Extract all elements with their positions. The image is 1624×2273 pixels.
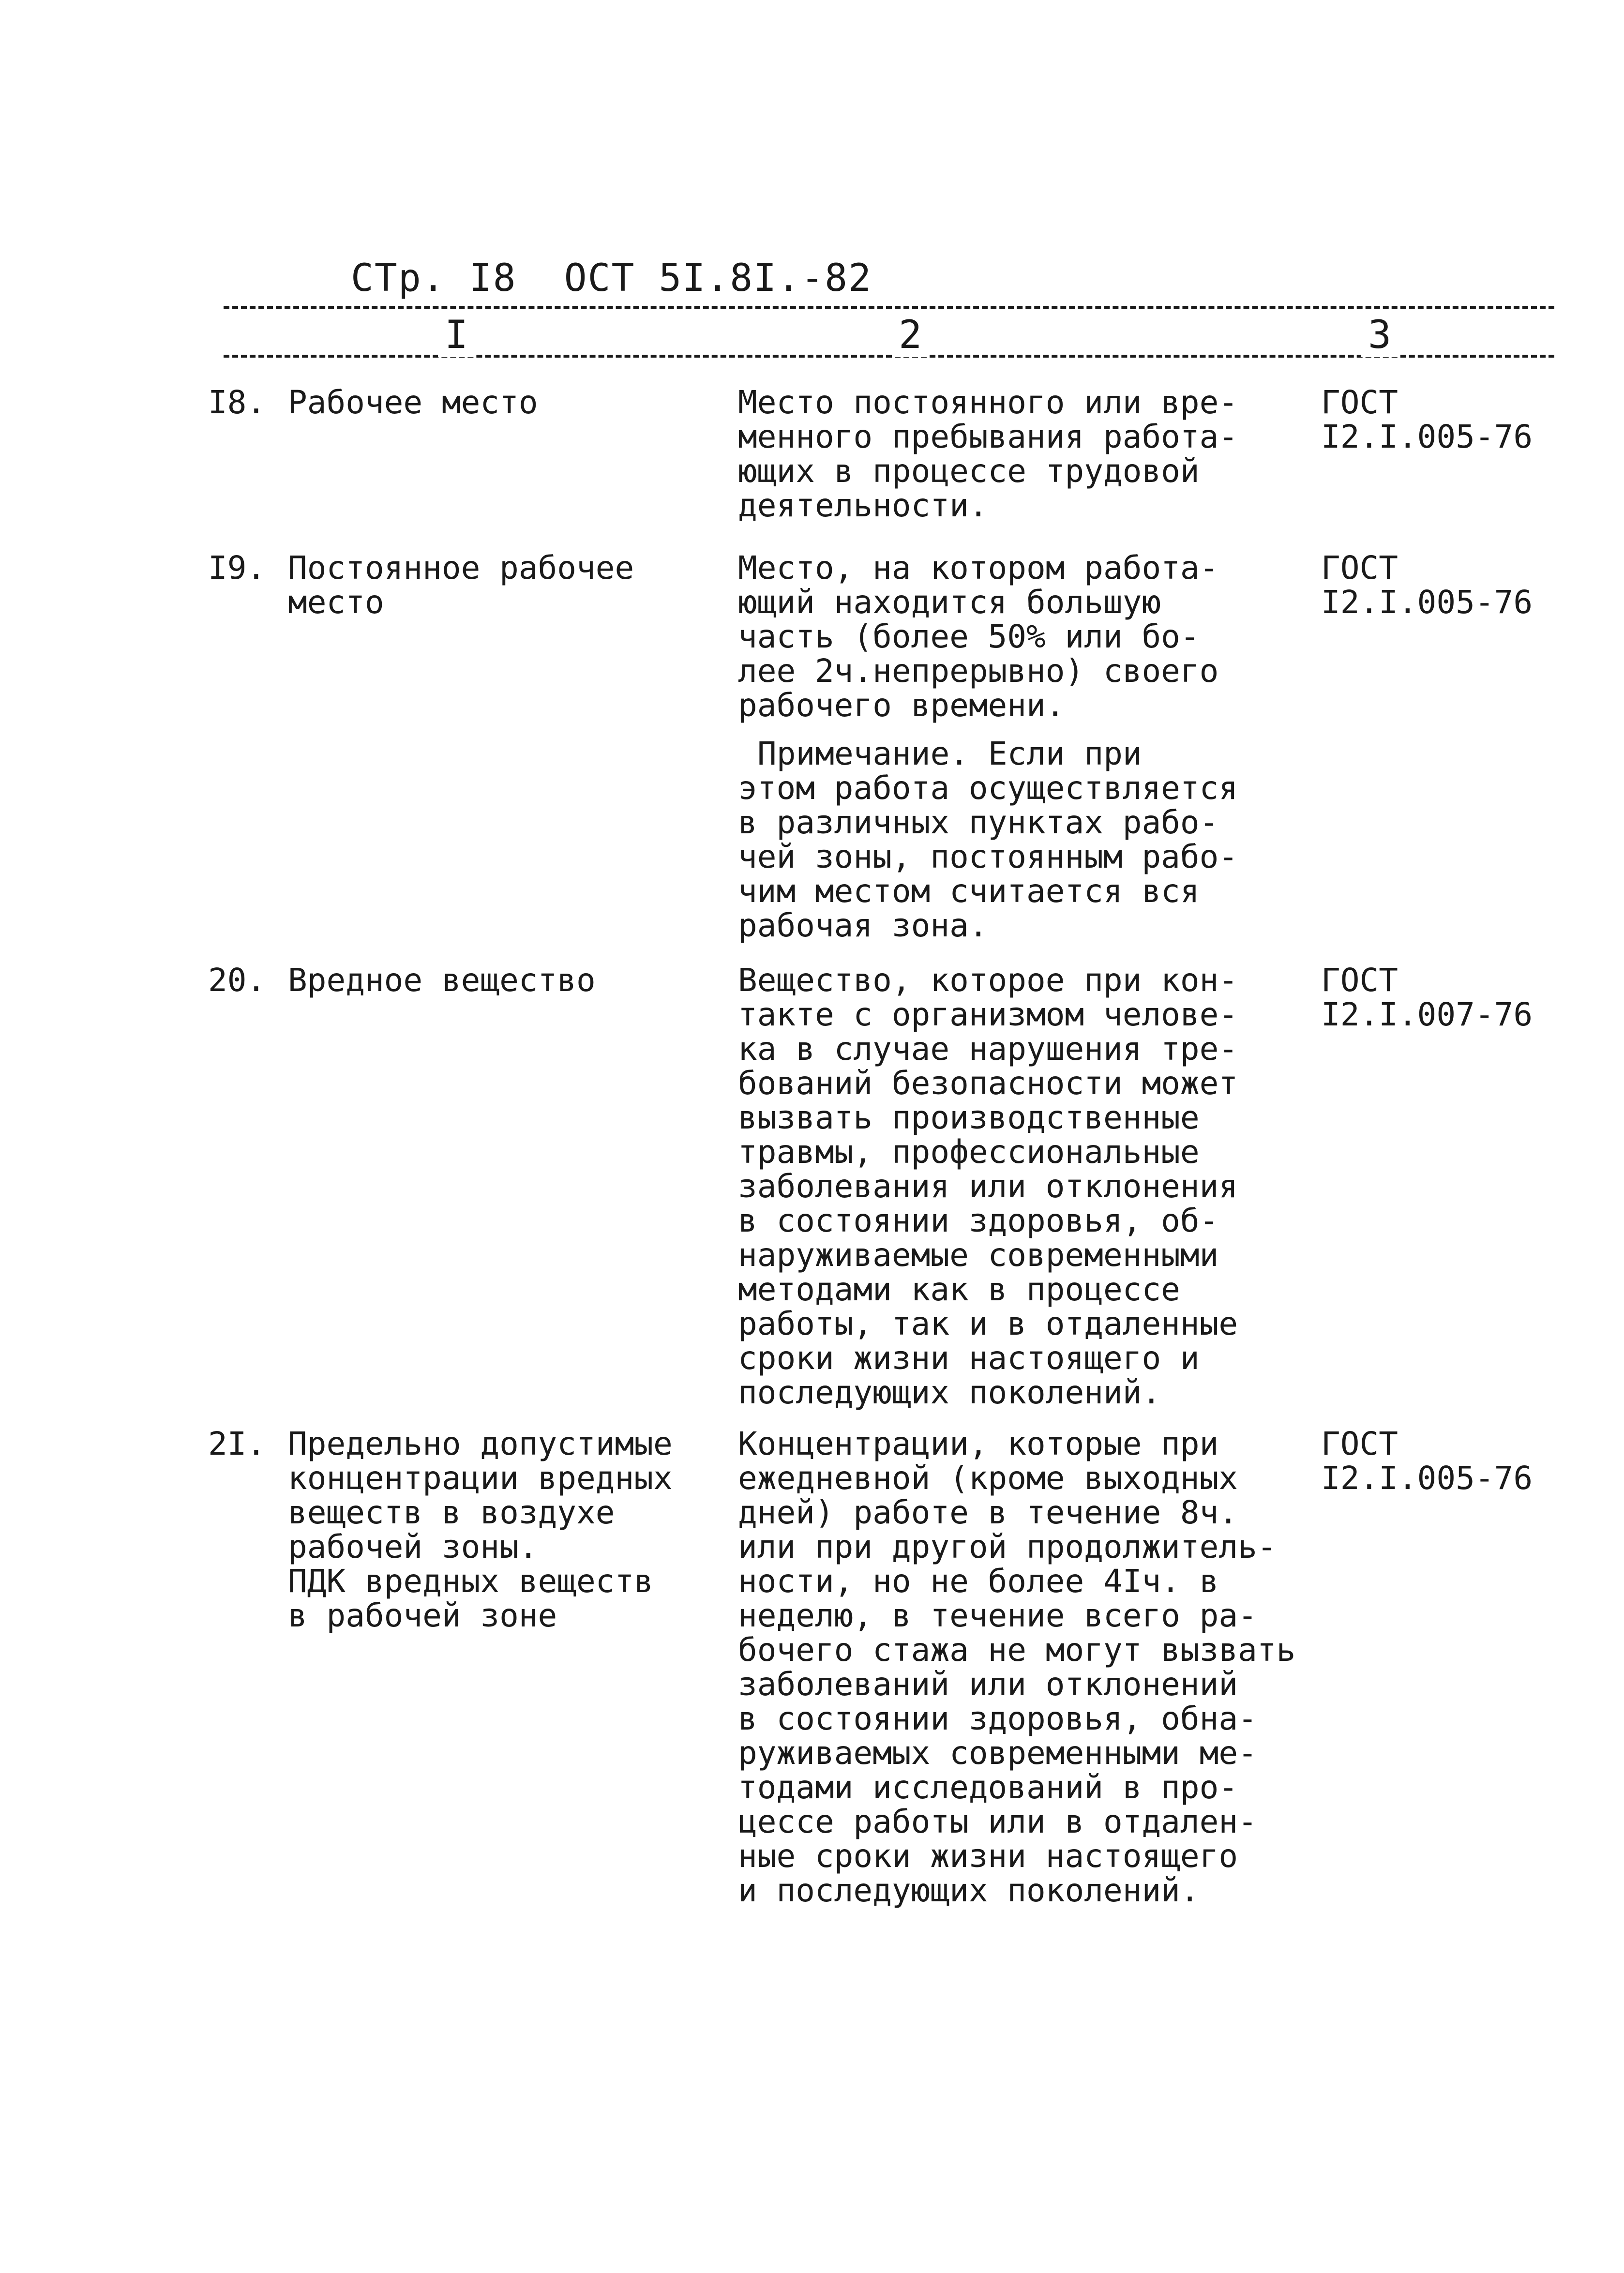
entry-definition-line: наруживаемые современными (738, 1236, 1219, 1274)
entry-number: 2I. (208, 1425, 266, 1462)
entry-definition-line: лее 2ч.непрерывно) своего (738, 652, 1219, 690)
entry-note (738, 737, 1319, 943)
entry-reference-line: ГОСТ (1321, 1425, 1398, 1462)
entry-definition (738, 1427, 1319, 1908)
entry-term-line: Постоянное рабочее (288, 549, 634, 587)
entry-number: I8. (208, 384, 266, 421)
entry-note-line: этом работа осуществляется (738, 769, 1238, 807)
entry-term (288, 963, 723, 997)
entry-definition-line: ющий находится большую (738, 584, 1161, 621)
entry-definition (738, 385, 1319, 523)
table-top-rule (224, 306, 1554, 309)
entry-definition-line: цессе работы или в отдален- (738, 1803, 1257, 1840)
entry-definition-line: в состоянии здоровья, обна- (738, 1700, 1257, 1737)
entry-definition-line: Концентрации, которые при (738, 1425, 1219, 1462)
column-number-2: 2 (892, 312, 929, 357)
page-header (303, 213, 872, 300)
entry-definition-line: деятельности. (738, 487, 988, 524)
table-header-rule (224, 355, 1554, 358)
entry-definition-line: тодами исследований в про- (738, 1769, 1238, 1806)
standard-code: ОСТ 5I.8I.-82 (564, 256, 872, 300)
entry-definition-line: ющих в процессе трудовой (738, 452, 1200, 490)
entry-term-line: рабочей зоны. (288, 1528, 538, 1566)
entry-definition-line: ные сроки жизни настоящего (738, 1837, 1238, 1875)
entry-term-line: Рабочее место (288, 384, 538, 421)
entry-note-line: в различных пунктах рабо- (738, 804, 1219, 841)
column-number-3: 3 (1361, 312, 1398, 357)
entry-definition-line: неделю, в течение всего ра- (738, 1597, 1257, 1634)
entry-reference-line: ГОСТ (1321, 549, 1398, 587)
entry-term-line: ПДК вредных веществ (288, 1563, 653, 1600)
entry-definition-line: заболевания или отклонения (738, 1168, 1238, 1205)
entry-reference-line: I2.I.007-76 (1321, 996, 1533, 1033)
entry-definition-line: ности, но не более 4Iч. в (738, 1563, 1219, 1600)
entry-definition-line: ка в случае нарушения тре- (738, 1030, 1238, 1068)
entry-reference (1321, 963, 1563, 1032)
entry-definition-line: Место, на котором работа- (738, 549, 1219, 587)
page-number: СТр. I8 (350, 256, 517, 300)
entry-note-line: рабочая зона. (738, 907, 988, 944)
entry-definition-line: сроки жизни настоящего и (738, 1340, 1200, 1377)
entry-number: I9. (208, 549, 266, 587)
entry-definition-line: рабочего времени. (738, 687, 1065, 724)
entry-term (288, 385, 723, 420)
entry-definition-line: такте с организмом челове- (738, 996, 1238, 1033)
entry-term (288, 551, 723, 619)
entry-term (288, 1427, 723, 1633)
entry-reference (1321, 385, 1563, 454)
entry-definition-line: заболеваний или отклонений (738, 1666, 1238, 1703)
entry-term-line: Предельно допустимые (288, 1425, 673, 1462)
entry-definition-line: работы, так и в отдаленные (738, 1305, 1238, 1342)
entry-definition-line: часть (более 50% или бо- (738, 618, 1200, 655)
entry-definition-line: травмы, профессиональные (738, 1133, 1200, 1171)
entry-note-line: чей зоны, постоянным рабо- (738, 838, 1238, 875)
entry-term-line: веществ в воздухе (288, 1494, 615, 1531)
entry-definition-line: менного пребывания работа- (738, 418, 1238, 455)
entry-definition-line: руживаемых современными ме- (738, 1734, 1257, 1772)
column-number-1: I (438, 312, 475, 357)
entry-definition (738, 963, 1319, 1410)
entry-definition-line: дней) работе в течение 8ч. (738, 1494, 1238, 1531)
entry-term-line: концентрации вредных (288, 1460, 673, 1497)
entry-definition-line: Место постоянного или вре- (738, 384, 1238, 421)
entry-number: 20. (208, 962, 266, 999)
entry-term-line: Вредное вещество (288, 962, 596, 999)
entry-term-line: в рабочей зоне (288, 1597, 557, 1634)
entry-definition-line: вызвать производственные (738, 1099, 1200, 1136)
entry-reference (1321, 551, 1563, 619)
entry-note-line: чим местом считается вся (738, 873, 1200, 910)
entry-definition-line: в состоянии здоровья, об- (738, 1202, 1219, 1239)
entry-reference-line: ГОСТ (1321, 384, 1398, 421)
entry-term-line: место (288, 584, 384, 621)
entry-definition-line: или при другой продолжитель- (738, 1528, 1277, 1566)
entry-definition-line: и последующих поколений. (738, 1872, 1200, 1909)
entry-definition (738, 551, 1319, 943)
entry-reference-line: I2.I.005-76 (1321, 418, 1533, 455)
entry-definition-line: бочего стажа не могут вызвать (738, 1631, 1296, 1669)
entry-definition-line: методами как в процессе (738, 1271, 1180, 1308)
entry-reference-line: I2.I.005-76 (1321, 1460, 1533, 1497)
entry-reference (1321, 1427, 1563, 1495)
entry-definition-line: последующих поколений. (738, 1374, 1161, 1411)
entry-definition-line: ежедневной (кроме выходных (738, 1460, 1238, 1497)
entry-definition-line: Вещество, которое при кон- (738, 962, 1238, 999)
entry-note-line: Примечание. Если при (757, 735, 1142, 772)
entry-reference-line: ГОСТ (1321, 962, 1398, 999)
entry-reference-line: I2.I.005-76 (1321, 584, 1533, 621)
entry-definition-line: бований безопасности может (738, 1065, 1238, 1102)
